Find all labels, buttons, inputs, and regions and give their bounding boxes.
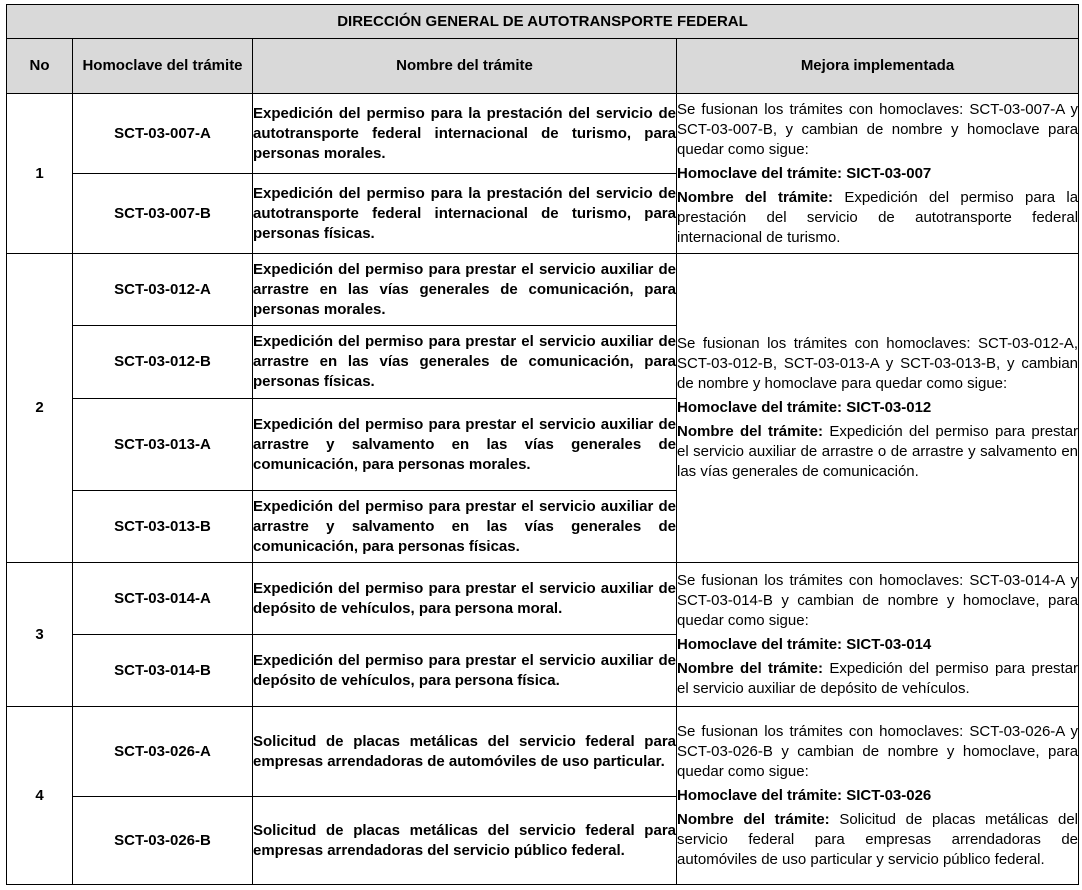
tramite-name-cell: Expedición del permiso para la prestación del servicio de autotransporte federal internacional de turismo, para personas físicas. [253,174,677,254]
mejora-nombre [677,188,1078,248]
homoclave-cell: SCT-03-026-B [73,797,253,885]
homoclave-cell: SCT-03-013-A [73,399,253,491]
row-number: 2 [7,254,73,563]
tramite-name-cell: Expedición del permiso para prestar el servicio auxiliar de depósito de vehículos, para persona moral. [253,563,677,635]
homoclave-value: SICT-03-026 [846,786,932,804]
mejora-homoclave [677,635,1078,655]
mejora-nombre [677,422,1078,482]
homoclave-cell: SCT-03-007-A [73,94,253,174]
row-number: 1 [7,94,73,254]
tramite-name-cell: Expedición del permiso para prestar el servicio auxiliar de arrastre y salvamento en las vías generales de comunicación, para personas físicas. [253,491,677,563]
mejora-homoclave [677,786,1078,806]
nombre-label: Nombre del trámite: [677,810,830,828]
homoclave-cell: SCT-03-012-B [73,326,253,399]
header-homoclave: Homoclave del trámite [73,39,253,94]
mejora-cell [677,563,1079,707]
homoclave-cell: SCT-03-026-A [73,707,253,797]
mejora-intro: Se fusionan los trámites con homoclaves: SCT-03-026-A y SCT-03-026-B y cambian de nombre y homoclave, para quedar como sigue: [677,722,1079,780]
header-nombre: Nombre del trámite [253,39,677,94]
nombre-value: Expedición del permiso para prestar el servicio auxiliar de arrastre o de arrastre y salvamento en las vías generales de comunicación. [677,423,1079,480]
tramite-name-cell: Expedición del permiso para prestar el servicio auxiliar de arrastre y salvamento en las vías generales de comunicación, para personas morales. [253,399,677,491]
table-row [7,254,1079,326]
mejora-cell [677,707,1079,885]
nombre-label: Nombre del trámite: [677,659,823,677]
homoclave-value: SICT-03-012 [846,399,932,416]
row-number: 3 [7,563,73,707]
homoclave-label: Homoclave del trámite: [677,635,843,653]
nombre-value: Expedición del permiso para la prestación del servicio de autotransporte federal internacional de turismo. [677,188,1079,246]
mejora-intro: Se fusionan los trámites con homoclaves: SCT-03-012-A, SCT-03-012-B, SCT-03-013-A y SCT-03-013-B, y cambian de nombre y homoclave para quedar como sigue: [677,335,1079,392]
table-row [7,94,1079,174]
table-title: DIRECCIÓN GENERAL DE AUTOTRANSPORTE FEDERAL [7,5,1079,39]
header-mejora: Mejora implementada [677,39,1079,94]
homoclave-value: SICT-03-007 [846,164,932,182]
tramites-table [6,4,1079,885]
homoclave-label: Homoclave del trámite: [677,164,843,182]
homoclave-label: Homoclave del trámite: [677,399,843,416]
tramite-name-cell: Expedición del permiso para prestar el servicio auxiliar de arrastre en las vías generales de comunicación, para personas físicas. [253,326,677,399]
homoclave-cell: SCT-03-013-B [73,491,253,563]
mejora-intro: Se fusionan los trámites con homoclaves: SCT-03-014-A y SCT-03-014-B y cambian de nombre y homoclave, para quedar como sigue: [677,571,1079,629]
header-no: No [7,39,73,94]
tramite-name-cell: Expedición del permiso para prestar el servicio auxiliar de depósito de vehículos, para persona física. [253,635,677,707]
table-row [7,707,1079,797]
tramite-name-cell: Solicitud de placas metálicas del servicio federal para empresas arrendadoras del servicio público federal. [253,797,677,885]
homoclave-cell: SCT-03-014-A [73,563,253,635]
homoclave-cell: SCT-03-012-A [73,254,253,326]
tramite-name-cell: Expedición del permiso para prestar el servicio auxiliar de arrastre en las vías generales de comunicación, para personas morales. [253,254,677,326]
homoclave-value: SICT-03-014 [846,635,932,653]
nombre-value: Solicitud de placas metálicas del servicio federal para empresas arrendadoras de automóviles de uso particular y servicio público federal. [677,810,1079,868]
mejora-homoclave [677,164,1078,184]
row-number: 4 [7,707,73,885]
mejora-cell [677,94,1079,254]
nombre-label: Nombre del trámite: [677,423,823,440]
tramite-name-cell: Expedición del permiso para la prestación del servicio de autotransporte federal internacional de turismo, para personas morales. [253,94,677,174]
homoclave-cell: SCT-03-014-B [73,635,253,707]
homoclave-label: Homoclave del trámite: [677,786,843,804]
tramite-name-cell: Solicitud de placas metálicas del servicio federal para empresas arrendadoras de automóviles de uso particular. [253,707,677,797]
nombre-value: Expedición del permiso para prestar el servicio auxiliar de depósito de vehículos. [677,659,1079,697]
homoclave-cell: SCT-03-007-B [73,174,253,254]
table-row [7,563,1079,635]
mejora-nombre [677,810,1078,870]
nombre-label: Nombre del trámite: [677,188,833,206]
mejora-cell [677,254,1079,563]
mejora-intro: Se fusionan los trámites con homoclaves: SCT-03-007-A y SCT-03-007-B, y cambian de nombre y homoclave para quedar como sigue: [677,100,1079,158]
mejora-homoclave [677,398,1078,418]
mejora-nombre [677,659,1078,699]
